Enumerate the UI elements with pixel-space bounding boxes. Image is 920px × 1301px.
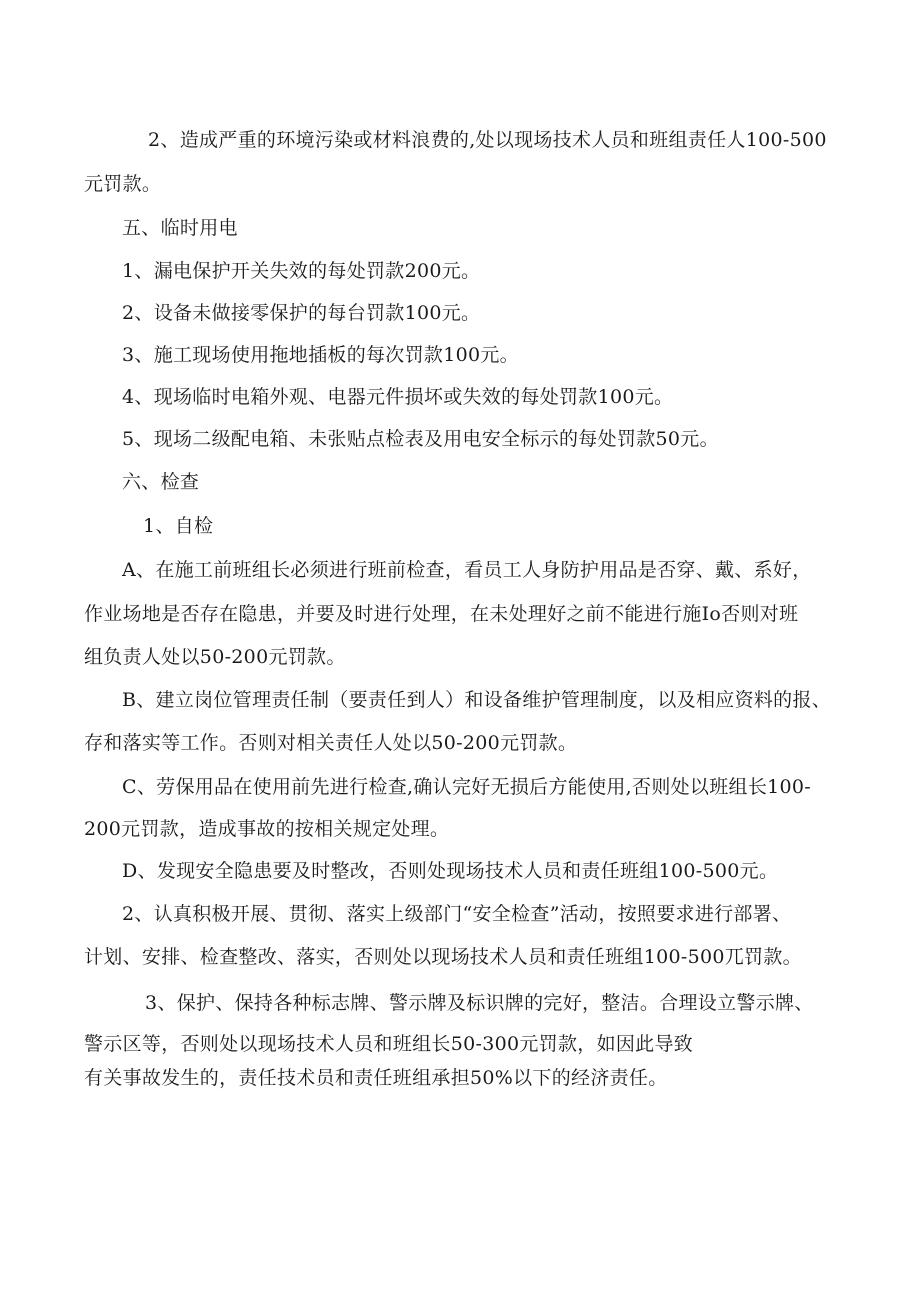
clause-power-5: 5、现场二级配电箱、未张贴点检表及用电安全标示的每处罚款50元。 (122, 428, 719, 450)
clause-a: A、在施工前班组长必须进行班前检查，看员工人身防护用品是否穿、戴、系好， (122, 559, 812, 581)
clause-2-pollution-cont: 元罚款。 (84, 173, 162, 195)
section-heading-temporary-power: 五、临时用电 (122, 217, 238, 239)
clause-a-cont-2: 组负责人处以50-200元罚款。 (84, 646, 346, 668)
clause-power-3: 3、施工现场使用拖地插板的每次罚款100元。 (122, 344, 519, 366)
clause-c-cont: 200元罚款，造成事故的按相关规定处理。 (84, 818, 450, 840)
clause-inspection-3-cont-2: 有关事故发生的，责任技术员和责任班组承担50%以下的经济责任。 (84, 1067, 668, 1089)
clause-b-cont: 存和落实等工作。否则对相关责任人处以50-200元罚款。 (84, 732, 578, 754)
clause-inspection-2: 2、认真积极开展、贯彻、落实上级部门“安全检查”活动，按照要求进行部署、 (122, 903, 792, 925)
section-heading-inspection: 六、检查 (122, 471, 200, 493)
subsection-self-inspection: 1、自检 (143, 515, 214, 537)
clause-power-2: 2、设备未做接零保护的每台罚款100元。 (122, 302, 481, 324)
clause-inspection-3: 3、保护、保持各种标志牌、警示牌及标识牌的完好，整洁。合理设立警示牌、 (145, 992, 814, 1014)
clause-a-cont-1: 作业场地是否存在隐患，并要及时进行处理，在未处理好之前不能进行施Io否则对班 (84, 603, 799, 625)
clause-power-4: 4、现场临时电箱外观、电器元件损坏或失效的每处罚款100元。 (122, 386, 674, 408)
clause-inspection-3-cont-1: 警示区等，否则处以现场技术人员和班组长50-300元罚款，如因此导致 (84, 1033, 694, 1055)
clause-inspection-2-cont: 计划、安排、检查整改、落实，否则处以现场技术人员和责任班组100-500兀罚款。 (84, 946, 802, 968)
clause-b: B、建立岗位管理责任制（要责任到人）和设备维护管理制度，以及相应资料的报、 (122, 689, 832, 711)
clause-2-pollution: 2、造成严重的环境污染或材料浪费的,处以现场技术人员和班组责任人100-500 (148, 129, 827, 151)
clause-power-1: 1、漏电保护开关失效的每处罚款200元。 (122, 260, 481, 282)
clause-c: C、劳保用品在使用前先进行检查,确认完好无损后方能使用,否则处以班组长100- (122, 776, 812, 798)
clause-d: D、发现安全隐患要及时整改，否则处现场技术人员和责任班组100-500元。 (122, 860, 779, 882)
